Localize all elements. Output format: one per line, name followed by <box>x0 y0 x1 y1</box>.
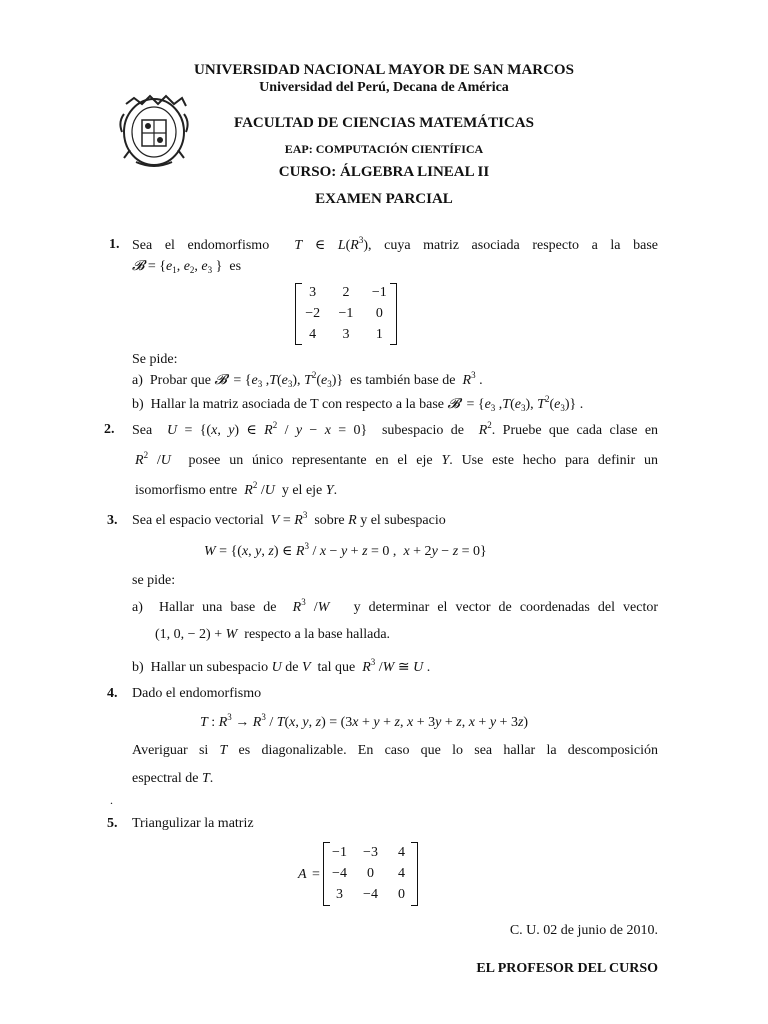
stray-dot: . <box>110 793 113 807</box>
q3-part-a-line-2: (1, 0, − 2) + W respecto a la base hallada. <box>155 627 391 642</box>
question-5-matrix <box>323 842 418 906</box>
q2-sea: Sea <box>132 423 153 438</box>
exam-title: EXAMEN PARCIAL <box>315 191 453 207</box>
q3-intro: Sea el espacio vectorial <box>132 513 264 528</box>
matrix-cell: −3 <box>363 844 378 860</box>
matrix-cell: −4 <box>363 887 378 903</box>
q2-y-end: Y <box>325 483 334 498</box>
matrix-cell: −4 <box>332 865 347 881</box>
q1-b-text: Hallar la matriz asociada de T con respecto a la base <box>150 397 445 412</box>
matrix-cell: −2 <box>305 305 321 321</box>
q3-part-b: b) Hallar un subespacio U de V tal que $R^3$ /W ≅ U . <box>132 657 431 675</box>
question-2-line-1: Sea U = {(x, y) ∈ $R^2 / y - x = 0$} subespacio de $R^2$. Pruebe que cada clase en <box>132 420 659 438</box>
matrix-cell: 2 <box>342 285 350 301</box>
q2-pruebe: . Pruebe que cada clase en <box>491 423 659 438</box>
q1-a-text: Probar que <box>149 373 211 388</box>
equals-sign: = <box>312 867 320 882</box>
question-1-number: 1. <box>109 237 120 252</box>
q1-es: es <box>229 259 242 274</box>
q1-se-pide: Se pide: <box>132 352 178 367</box>
q3-sobre: sobre <box>314 513 345 528</box>
matrix-cell: 0 <box>398 887 405 903</box>
university-name: UNIVERSIDAD NACIONAL MAYOR DE SAN MARCOS <box>194 62 574 78</box>
question-2-line-2: $R^2$ /U posee un único representante en el eje Y. Use este hecho para definir un <box>135 450 658 468</box>
q4-t: T <box>219 743 228 758</box>
matrix-cell: 0 <box>375 305 383 321</box>
matrix-cell: 0 <box>367 865 374 881</box>
q3-y-sub: y el subespacio <box>360 513 446 528</box>
q3-b-text3: tal que <box>317 660 356 675</box>
q4-line1: Averiguar si <box>132 743 209 758</box>
question-1-number-text: 1 <box>109 237 116 252</box>
q3-se-pide: se pide: <box>132 573 176 588</box>
question-4-number-text: 4 <box>107 686 114 701</box>
matrix-cell: −1 <box>338 305 354 321</box>
matrix-cell: 3 <box>342 326 350 342</box>
question-4-number: 4. <box>107 686 118 701</box>
question-4-map: T : $R^3 \to R^3 / T(x$, y, z) = (3x + y + z, x + 3y + z, x + y + 3z) <box>200 712 529 730</box>
question-3-subspace-W: W = {(x, y, z) ∈ $R^3 / x - y + z = 0$ , x + 2y − z = 0} <box>204 541 487 559</box>
matrix-cell: −1 <box>332 844 347 860</box>
q4-line1b: es diagonalizable. En caso que lo sea hallar la descomposición <box>238 743 658 758</box>
matrix-cell: 1 <box>375 326 383 342</box>
question-2-number-text: 2 <box>104 422 111 437</box>
q3-a-text2: y determinar el vector de coordenadas del vector <box>353 600 659 615</box>
q1-a-tail: es también base de <box>350 373 456 388</box>
matrix-cell: 4 <box>309 326 317 342</box>
q2-line3a: isomorfismo entre <box>135 483 238 498</box>
q3-b-label: b) <box>132 660 144 675</box>
q1-intro-text: Sea el endomorfismo <box>132 238 270 253</box>
question-2-line-3: isomorfismo entre $R^2$ /U y el eje Y. <box>135 480 338 498</box>
matrix-cell: 4 <box>398 844 405 860</box>
matrix-cell: 3 <box>336 887 343 903</box>
question-1-matrix <box>295 283 397 345</box>
q3-b-text2: de <box>285 660 299 675</box>
q1-a-label: a) <box>132 373 143 388</box>
q1-b-label: b) <box>132 397 144 412</box>
matrix-a-label: A <box>298 867 307 882</box>
matrix-cell: 4 <box>398 865 405 881</box>
q3-a-label: a) <box>132 600 143 615</box>
question-2-number: 2. <box>104 422 115 437</box>
q3-part-a-line-1: a) Hallar una base de $R^3$ /W y determinar el vector de coordenadas del vector <box>132 597 659 615</box>
question-3-number: 3. <box>107 513 118 528</box>
q1-intro-tail: , cuya matriz asociada respecto a la base <box>368 238 658 253</box>
question-4-intro: Dado el endomorfismo <box>132 686 262 701</box>
q2-line3b: y el eje <box>281 483 323 498</box>
q2-line2b: . Use este hecho para definir un <box>449 453 658 468</box>
question-3-intro: Sea el espacio vectorial $V = R^3$ sobre R y el subespacio <box>132 510 446 528</box>
q4-line2: espectral de <box>132 771 199 786</box>
course-name: CURSO: ÁLGEBRA LINEAL II <box>278 164 490 180</box>
question-1-basis: 𝓑 = {$e_1$, $e_2$, $e_3$ } es <box>132 258 242 275</box>
school-name: EAP: COMPUTACIÓN CIENTÍFICA <box>284 142 484 156</box>
q1-part-a: a) Probar que 𝓑′ = {$e_3$ $,T(e_3)$, $T^2(e_3)$} es también base de $R^3$ . <box>132 370 483 389</box>
q3-a-text3: respecto a la base hallada. <box>244 627 391 642</box>
q2-y: Y <box>441 453 450 468</box>
q4-t-end: T <box>201 771 210 786</box>
exam-date: C. U. 02 de junio de 2010. <box>509 923 658 938</box>
q1-part-b: b) Hallar la matriz asociada de T con respecto a la base 𝓑′ = {$e_3$ $,T(e_3)$, $T^2(e_3)$} . <box>132 394 584 413</box>
q2-line2a: posee un único representante en el eje <box>188 453 433 468</box>
professor-signature: EL PROFESOR DEL CURSO <box>476 961 658 976</box>
question-4-line-1 <box>132 743 658 759</box>
matrix-cell: −1 <box>371 285 387 301</box>
question-4-line-2: espectral de T. <box>132 771 214 786</box>
question-5-number: 5. <box>107 816 118 831</box>
university-subtitle: Universidad del Perú, Decana de América <box>259 80 509 95</box>
q2-subespacio: subespacio de <box>381 423 464 438</box>
faculty-name: FACULTAD DE CIENCIAS MATEMÁTICAS <box>234 115 534 131</box>
matrix-cell: 3 <box>309 285 317 301</box>
question-5-intro: Triangulizar la matriz <box>132 816 254 831</box>
q3-a-text1: Hallar una base de <box>159 600 277 615</box>
q3-b-text1: Hallar un subespacio <box>150 660 269 675</box>
question-1-intro: Sea el endomorfismo T ∈ $L(R^3)$, cuya matriz asociada respecto a la base <box>132 235 658 253</box>
